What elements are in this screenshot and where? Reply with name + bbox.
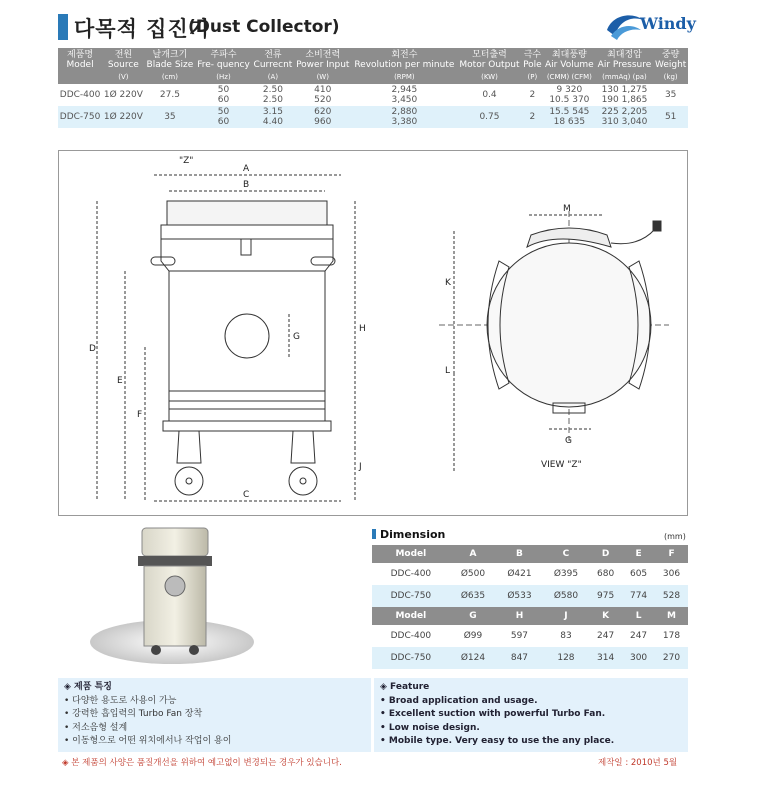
dimension-cell: 605 [629,569,648,579]
label-g2: G [565,436,572,446]
dimension-header-cell: C [543,545,589,563]
dimension-cell: 300 [622,647,655,669]
dimension-cell: 847 [496,647,542,669]
latch [241,239,251,255]
spec-header-cell: 전원 Source (V) [102,48,145,84]
label-m: M [563,204,571,214]
base-ring [163,421,331,431]
spec-header-cell: 극수 Pole (P) [522,48,543,84]
spec-body [58,84,688,128]
dimension-header-cell: E [622,545,655,563]
spec-row [58,84,688,106]
lower-body [169,271,325,421]
dimension-title: Dimension [372,528,445,541]
feature-en-item: • Mobile type. Very easy to use the any place. [380,736,615,746]
spec-cell: 50 60 [195,106,252,128]
dimension-header-cell: B [496,545,542,563]
dimension-cell: DDC-400 [390,631,432,641]
spec-header-cell: 소비전력 Power Input (W) [294,48,351,84]
logo-text: Windy [640,14,696,33]
dimension-cell: 306 [662,569,681,579]
dimension-cell: DDC-750 [372,647,450,669]
feature-en-item: • Excellent suction with powerful Turbo Fan. [380,709,606,719]
dimension-cell: Ø533 [496,585,542,607]
dimension-cell: Ø421 [507,569,532,579]
spec-cell: 0.4 [482,90,497,100]
dimension-cell: 597 [510,631,529,641]
dimension-cell: Ø635 [450,585,496,607]
dimension-cell: DDC-400 [390,569,432,579]
dimension-header-cell: A [450,545,496,563]
label-a: A [243,164,250,174]
dimension-header-cell: F [655,545,688,563]
spec-header-row [58,48,688,84]
dimension-cell: Ø500 [460,569,486,579]
feature-ko-item: • 다양한 용도로 사용이 가능 [64,695,177,706]
spec-header-cell: 전류 Currecnt (A) [252,48,294,84]
dimension-header-cell: L [622,607,655,625]
spec-header-cell: 주파수 Fre- quency (Hz) [195,48,252,84]
feature-en-item: • Broad application and usage. [380,695,538,706]
dimension-header-cell: D [589,545,622,563]
power-cord [611,229,655,244]
label-j: J [359,462,362,472]
dimension-cell: 528 [655,585,688,607]
lid-band [161,225,333,239]
dimension-table [372,545,688,669]
features-english-title: ◈ Feature [380,682,430,692]
spec-header-cell: 최대풍량 Air Volume (CMM) (CFM) [543,48,596,84]
features-english [374,678,688,752]
title-accent-bar [58,14,68,40]
spec-cell: DDC-400 [59,90,101,100]
label-b: B [243,180,250,190]
dimension-cell: Ø395 [553,569,579,579]
dimension-cell: 270 [655,647,688,669]
spec-cell: 15.5 545 18 635 [543,106,596,128]
spec-header-cell: 모터출력 Motor Output (KW) [457,48,521,84]
spec-cell: 410 520 [314,85,332,105]
dimension-header-row [372,607,688,625]
spec-cell: 35 [145,106,196,128]
label-g: G [293,332,300,342]
product-photo [86,522,358,672]
page-title-english: (Dust Collector) [188,17,340,37]
spec-header-cell: 중량 Weight (kg) [653,48,688,84]
spec-cell: 2,945 3,450 [391,85,418,105]
dimension-unit: (mm) [664,532,686,541]
features-korean [58,678,371,752]
view-z-label: VIEW "Z" [541,460,582,470]
page-title-korean: 다목적 집진기 [74,17,211,41]
label-l: L [445,366,451,376]
dimension-header-cell: H [496,607,542,625]
caster-left [175,467,203,495]
spec-cell: 0.75 [457,106,521,128]
dimension-cell: Ø580 [543,585,589,607]
dimension-header-cell: Model [372,545,450,563]
dimension-cell: Ø99 [463,631,483,641]
dimension-header-cell: M [655,607,688,625]
spec-cell: 1Ø 220V [103,90,143,100]
spec-header-cell: 회전수 Revolution per minute (RPM) [351,48,457,84]
technical-drawing [58,150,688,516]
label-c: C [243,490,250,500]
label-e: E [117,376,123,386]
dimension-header-cell: J [543,607,589,625]
caster-right [289,467,317,495]
footer-note: ◈ 본 제품의 사양은 품질개선을 위하여 예고없이 변경되는 경우가 있습니다. [62,758,342,768]
spec-cell: 2,880 3,380 [351,106,457,128]
spec-header-cell: 최대정압 Air Pressure (mmAq) (pa) [596,48,654,84]
view-z-circle [487,243,651,407]
spec-cell: 2 [529,90,536,100]
spec-cell: 2.50 2.50 [262,85,283,105]
dimension-cell: 680 [597,569,615,579]
dimension-body [372,545,688,669]
dimension-header-row [372,545,688,563]
dimension-cell: 178 [662,631,681,641]
dimension-header-cell: K [589,607,622,625]
dimension-header-cell: Model [372,607,450,625]
dimension-cell: 975 [589,585,622,607]
label-k: K [445,278,451,288]
spec-cell: 3.15 4.40 [252,106,294,128]
feature-ko-item: • 강력한 흡입력의 Turbo Fan 장착 [64,709,203,719]
spec-header-cell: 날개크기 Blade Size (cm) [145,48,196,84]
spec-cell: DDC-750 [58,106,102,128]
lid-top [167,201,327,225]
spec-cell: 9 320 10.5 370 [549,85,590,105]
dimension-header-cell: G [450,607,496,625]
label-h: H [359,324,366,334]
footer-date: 제작일 : 2010년 5월 [598,758,678,768]
label-z: "Z" [179,156,194,166]
spec-cell: 130 1,275 190 1,865 [601,85,648,105]
dimension-row [372,563,688,585]
dimension-cell: 128 [543,647,589,669]
dimension-cell: 774 [622,585,655,607]
feature-en-item: • Low noise design. [380,722,480,733]
dimension-cell: 247 [597,631,615,641]
dimension-row [372,625,688,647]
features-korean-title: ◈ 제품 특징 [64,682,112,692]
page-header [58,10,688,42]
spec-cell: 2 [522,106,543,128]
spec-row [58,106,688,128]
dimension-row [372,585,688,607]
dimension-cell: DDC-750 [372,585,450,607]
spec-cell: 35 [664,90,677,100]
spec-cell: 27.5 [159,90,180,100]
dimension-cell: Ø124 [450,647,496,669]
dimension-cell: 247 [629,631,648,641]
spec-cell: 1Ø 220V [102,106,145,128]
spec-cell: 50 60 [217,85,230,105]
dimension-row [372,647,688,669]
spec-cell: 620 960 [294,106,351,128]
feature-ko-item: • 저소음형 설계 [64,722,128,733]
label-d: D [89,344,96,354]
spec-cell: 225 2,205 310 3,040 [596,106,654,128]
inlet-circle [225,314,269,358]
feature-ko-item: • 이동형으로 어떤 위치에서나 작업이 용이 [64,736,232,746]
label-f: F [137,410,143,420]
spec-header-cell: 제품명 Model [58,48,102,84]
spec-cell: 51 [653,106,688,128]
dimension-cell: 314 [589,647,622,669]
dimension-cell: 83 [560,631,572,641]
spec-table [58,48,688,128]
